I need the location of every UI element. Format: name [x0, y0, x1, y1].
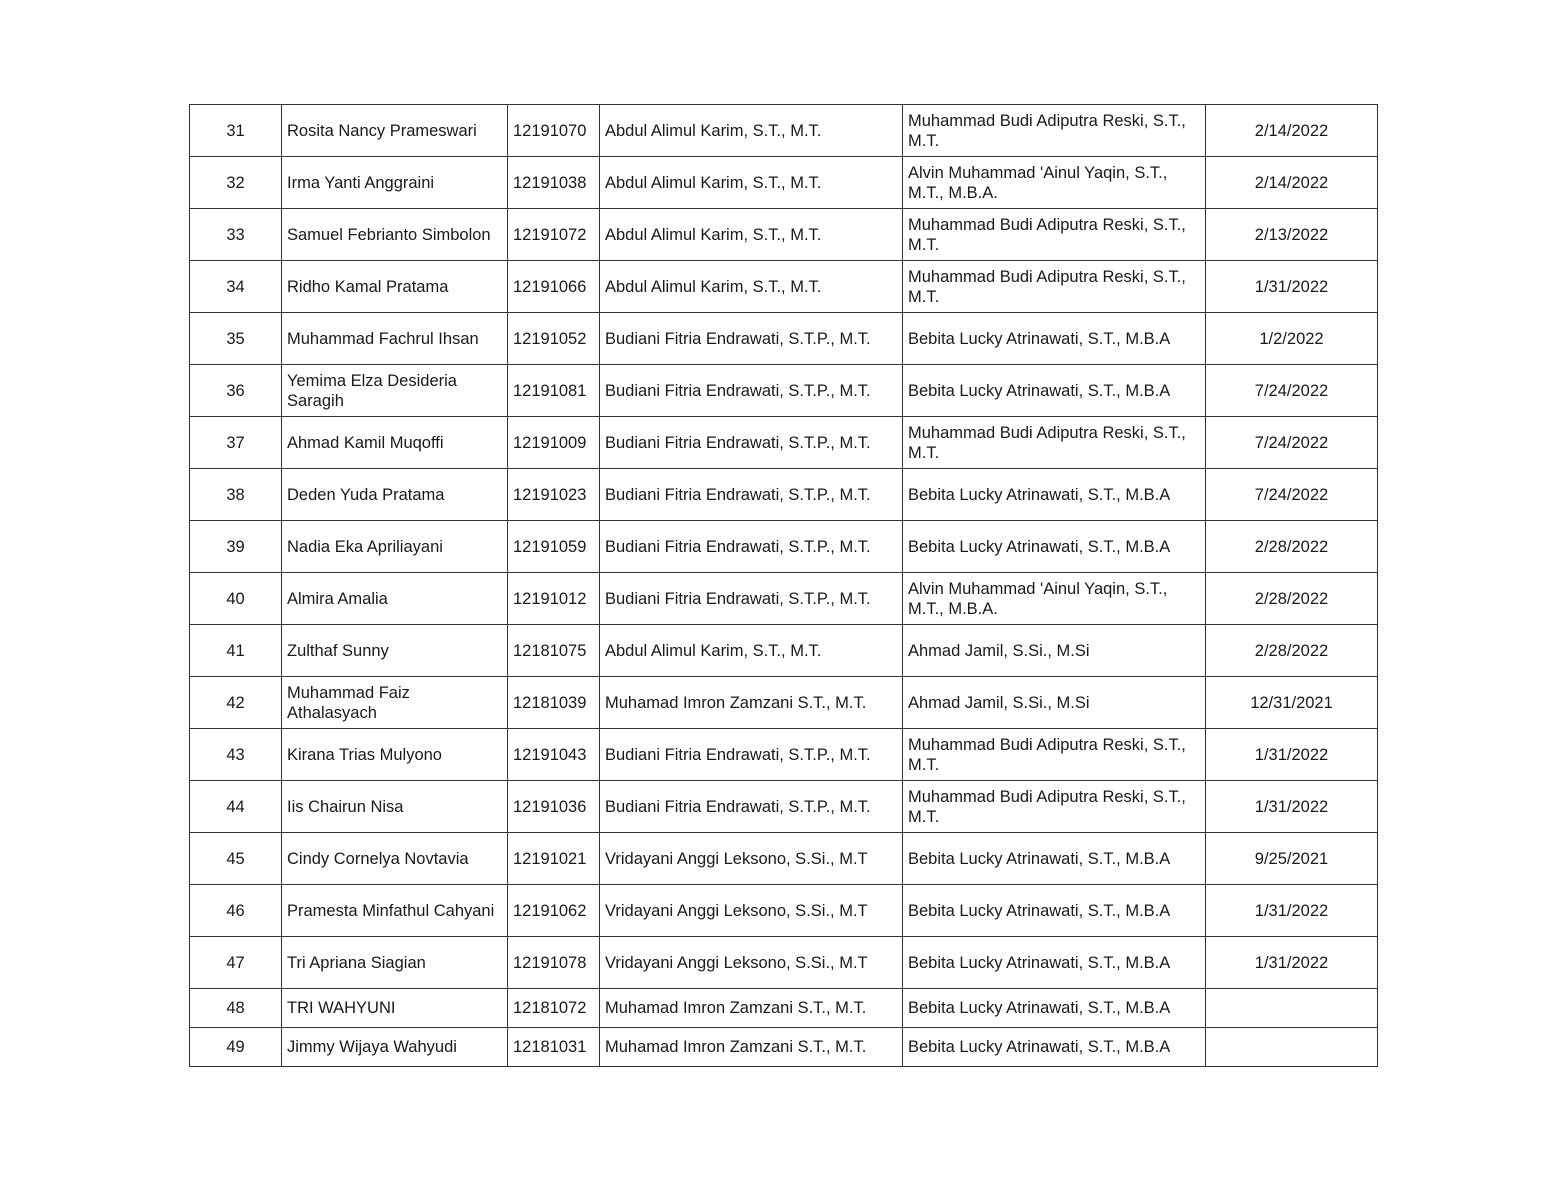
- row-number: 31: [190, 105, 282, 157]
- student-id: 12191009: [508, 417, 600, 469]
- supervisor-1: Vridayani Anggi Leksono, S.Si., M.T: [600, 937, 903, 989]
- supervisor-1: Muhamad Imron Zamzani S.T., M.T.: [600, 677, 903, 729]
- table-row: [190, 105, 1378, 157]
- student-name: Almira Amalia: [282, 573, 508, 625]
- row-number: 36: [190, 365, 282, 417]
- supervisor-2: Bebita Lucky Atrinawati, S.T., M.B.A: [903, 469, 1206, 521]
- supervisor-2: Alvin Muhammad 'Ainul Yaqin, S.T., M.T., M.B.A.: [903, 157, 1206, 209]
- student-id: 12191052: [508, 313, 600, 365]
- date: 2/14/2022: [1206, 105, 1378, 157]
- supervisor-2: Muhammad Budi Adiputra Reski, S.T., M.T.: [903, 417, 1206, 469]
- date: [1206, 1028, 1378, 1067]
- row-number: 34: [190, 261, 282, 313]
- student-name: Irma Yanti Anggraini: [282, 157, 508, 209]
- supervisor-2: Ahmad Jamil, S.Si., M.Si: [903, 677, 1206, 729]
- supervisor-2: Ahmad Jamil, S.Si., M.Si: [903, 625, 1206, 677]
- student-id: 12191070: [508, 105, 600, 157]
- student-id: 12191078: [508, 937, 600, 989]
- row-number: 49: [190, 1028, 282, 1067]
- table-row: [190, 469, 1378, 521]
- table-row: [190, 885, 1378, 937]
- table-row: [190, 365, 1378, 417]
- student-name: Jimmy Wijaya Wahyudi: [282, 1028, 508, 1067]
- table-row: [190, 729, 1378, 781]
- supervisor-1: Abdul Alimul Karim, S.T., M.T.: [600, 209, 903, 261]
- table-row: [190, 417, 1378, 469]
- row-number: 40: [190, 573, 282, 625]
- table-row: [190, 625, 1378, 677]
- supervisor-2: Bebita Lucky Atrinawati, S.T., M.B.A: [903, 833, 1206, 885]
- row-number: 46: [190, 885, 282, 937]
- student-name: Nadia Eka Apriliayani: [282, 521, 508, 573]
- supervisor-2: Bebita Lucky Atrinawati, S.T., M.B.A: [903, 885, 1206, 937]
- student-id: 12191012: [508, 573, 600, 625]
- supervisor-1: Budiani Fitria Endrawati, S.T.P., M.T.: [600, 781, 903, 833]
- supervisor-2: Bebita Lucky Atrinawati, S.T., M.B.A: [903, 989, 1206, 1028]
- supervisor-1: Abdul Alimul Karim, S.T., M.T.: [600, 261, 903, 313]
- student-name: Yemima Elza Desideria Saragih: [282, 365, 508, 417]
- table-row: [190, 209, 1378, 261]
- supervisor-2: Bebita Lucky Atrinawati, S.T., M.B.A: [903, 1028, 1206, 1067]
- row-number: 41: [190, 625, 282, 677]
- table-row: [190, 521, 1378, 573]
- table-row: [190, 573, 1378, 625]
- student-id: 12191062: [508, 885, 600, 937]
- date: 12/31/2021: [1206, 677, 1378, 729]
- student-name: Zulthaf Sunny: [282, 625, 508, 677]
- date: 2/14/2022: [1206, 157, 1378, 209]
- student-id: 12191021: [508, 833, 600, 885]
- table-row: [190, 1028, 1378, 1067]
- date: 7/24/2022: [1206, 469, 1378, 521]
- supervisor-1: Muhamad Imron Zamzani S.T., M.T.: [600, 1028, 903, 1067]
- student-id: 12191023: [508, 469, 600, 521]
- supervisor-1: Vridayani Anggi Leksono, S.Si., M.T: [600, 833, 903, 885]
- row-number: 43: [190, 729, 282, 781]
- row-number: 32: [190, 157, 282, 209]
- student-id: 12191043: [508, 729, 600, 781]
- row-number: 37: [190, 417, 282, 469]
- supervisor-1: Budiani Fitria Endrawati, S.T.P., M.T.: [600, 573, 903, 625]
- student-name: Iis Chairun Nisa: [282, 781, 508, 833]
- supervisor-2: Muhammad Budi Adiputra Reski, S.T., M.T.: [903, 261, 1206, 313]
- student-name: Deden Yuda Pratama: [282, 469, 508, 521]
- table-row: [190, 989, 1378, 1028]
- student-name: Kirana Trias Mulyono: [282, 729, 508, 781]
- student-name: Ahmad Kamil Muqoffi: [282, 417, 508, 469]
- table-row: [190, 313, 1378, 365]
- table-row: [190, 677, 1378, 729]
- supervisor-2: Bebita Lucky Atrinawati, S.T., M.B.A: [903, 313, 1206, 365]
- supervisor-1: Abdul Alimul Karim, S.T., M.T.: [600, 157, 903, 209]
- supervisor-2: Muhammad Budi Adiputra Reski, S.T., M.T.: [903, 209, 1206, 261]
- student-id: 12181031: [508, 1028, 600, 1067]
- row-number: 45: [190, 833, 282, 885]
- date: 9/25/2021: [1206, 833, 1378, 885]
- supervisor-2: Bebita Lucky Atrinawati, S.T., M.B.A: [903, 521, 1206, 573]
- student-id: 12181039: [508, 677, 600, 729]
- student-id: 12181072: [508, 989, 600, 1028]
- student-name: Muhammad Fachrul Ihsan: [282, 313, 508, 365]
- supervisor-1: Budiani Fitria Endrawati, S.T.P., M.T.: [600, 521, 903, 573]
- supervisor-1: Muhamad Imron Zamzani S.T., M.T.: [600, 989, 903, 1028]
- date: 1/31/2022: [1206, 729, 1378, 781]
- supervisor-2: Muhammad Budi Adiputra Reski, S.T., M.T.: [903, 105, 1206, 157]
- document-page: [189, 104, 1377, 1067]
- date: 2/28/2022: [1206, 625, 1378, 677]
- student-name: Ridho Kamal Pratama: [282, 261, 508, 313]
- supervisor-2: Bebita Lucky Atrinawati, S.T., M.B.A: [903, 365, 1206, 417]
- date: 1/31/2022: [1206, 885, 1378, 937]
- date: 2/28/2022: [1206, 573, 1378, 625]
- date: 1/31/2022: [1206, 781, 1378, 833]
- date: 1/31/2022: [1206, 261, 1378, 313]
- student-id: 12191072: [508, 209, 600, 261]
- row-number: 42: [190, 677, 282, 729]
- supervisor-1: Budiani Fitria Endrawati, S.T.P., M.T.: [600, 365, 903, 417]
- row-number: 38: [190, 469, 282, 521]
- row-number: 33: [190, 209, 282, 261]
- student-name: Cindy Cornelya Novtavia: [282, 833, 508, 885]
- row-number: 35: [190, 313, 282, 365]
- supervisor-1: Vridayani Anggi Leksono, S.Si., M.T: [600, 885, 903, 937]
- supervisor-1: Abdul Alimul Karim, S.T., M.T.: [600, 625, 903, 677]
- date: 7/24/2022: [1206, 417, 1378, 469]
- student-name: TRI WAHYUNI: [282, 989, 508, 1028]
- supervisor-1: Budiani Fitria Endrawati, S.T.P., M.T.: [600, 417, 903, 469]
- date: 7/24/2022: [1206, 365, 1378, 417]
- table-row: [190, 781, 1378, 833]
- supervisor-2: Alvin Muhammad 'Ainul Yaqin, S.T., M.T., M.B.A.: [903, 573, 1206, 625]
- student-id: 12181075: [508, 625, 600, 677]
- table-row: [190, 157, 1378, 209]
- table-row: [190, 833, 1378, 885]
- row-number: 44: [190, 781, 282, 833]
- student-name: Samuel Febrianto Simbolon: [282, 209, 508, 261]
- supervisor-2: Bebita Lucky Atrinawati, S.T., M.B.A: [903, 937, 1206, 989]
- supervisor-1: Budiani Fitria Endrawati, S.T.P., M.T.: [600, 729, 903, 781]
- student-supervisor-table: [189, 104, 1378, 1067]
- row-number: 48: [190, 989, 282, 1028]
- student-id: 12191036: [508, 781, 600, 833]
- date: [1206, 989, 1378, 1028]
- supervisor-2: Muhammad Budi Adiputra Reski, S.T., M.T.: [903, 729, 1206, 781]
- student-id: 12191059: [508, 521, 600, 573]
- student-name: Muhammad Faiz Athalasyach: [282, 677, 508, 729]
- student-id: 12191066: [508, 261, 600, 313]
- supervisor-2: Muhammad Budi Adiputra Reski, S.T., M.T.: [903, 781, 1206, 833]
- student-name: Rosita Nancy Prameswari: [282, 105, 508, 157]
- student-name: Pramesta Minfathul Cahyani: [282, 885, 508, 937]
- student-id: 12191038: [508, 157, 600, 209]
- row-number: 39: [190, 521, 282, 573]
- date: 1/31/2022: [1206, 937, 1378, 989]
- student-id: 12191081: [508, 365, 600, 417]
- date: 1/2/2022: [1206, 313, 1378, 365]
- date: 2/28/2022: [1206, 521, 1378, 573]
- table-row: [190, 937, 1378, 989]
- table-row: [190, 261, 1378, 313]
- student-name: Tri Apriana Siagian: [282, 937, 508, 989]
- supervisor-1: Budiani Fitria Endrawati, S.T.P., M.T.: [600, 469, 903, 521]
- row-number: 47: [190, 937, 282, 989]
- supervisor-1: Budiani Fitria Endrawati, S.T.P., M.T.: [600, 313, 903, 365]
- date: 2/13/2022: [1206, 209, 1378, 261]
- supervisor-1: Abdul Alimul Karim, S.T., M.T.: [600, 105, 903, 157]
